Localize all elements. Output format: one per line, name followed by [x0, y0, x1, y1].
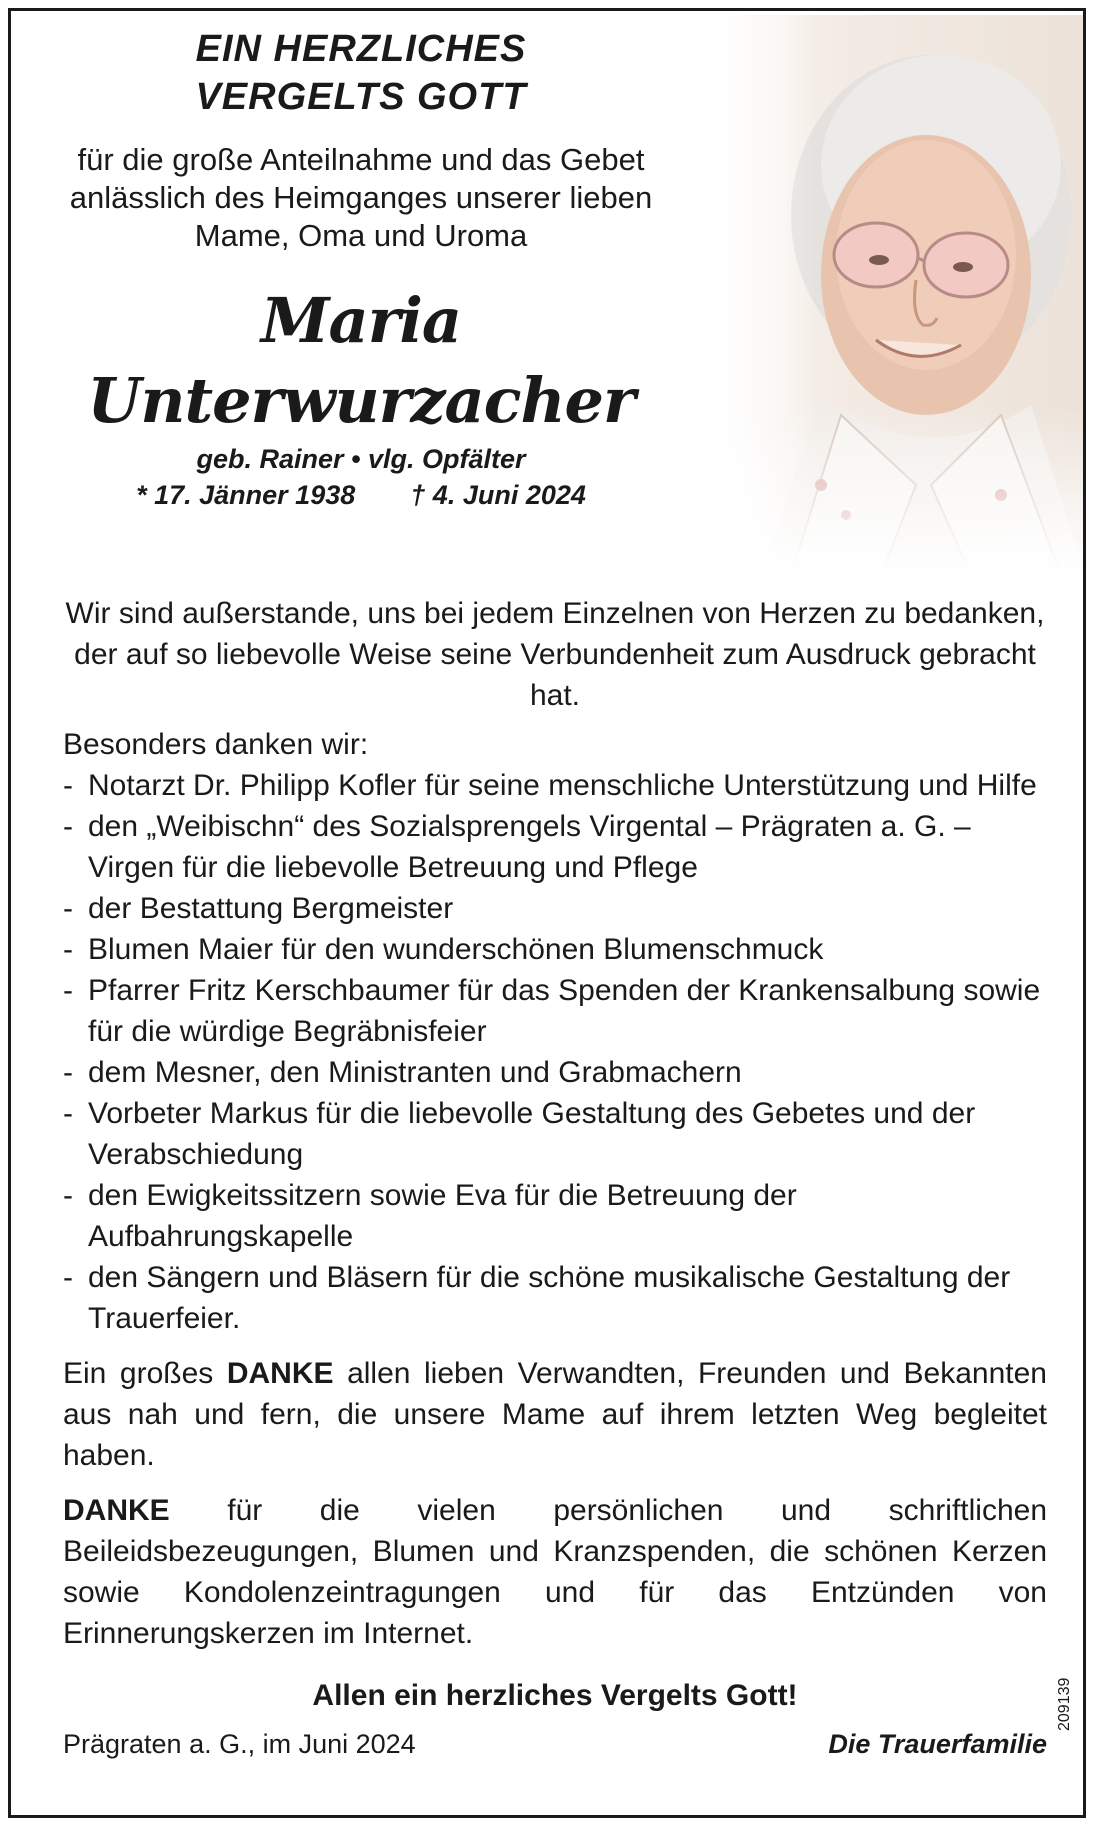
first-name: Maria — [260, 284, 462, 357]
list-item: - Blumen Maier für den wunderschönen Blumenschmuck — [63, 933, 824, 966]
heading-line-2: VERGELTS GOTT — [195, 76, 527, 118]
life-dates — [51, 477, 671, 513]
intro-text: für die große Anteilnahme und das Gebet anlässlich des Heimganges unserer lieben Mame, Oma und Uroma — [69, 142, 653, 253]
portrait-photo — [701, 15, 1085, 575]
thanks-paragraph-1: Ein großes DANKE allen lieben Verwandten, Freunden und Bekannten aus nah und fern, die unsere Mame auf ihrem letzten Weg begleitet haben. — [63, 1357, 1047, 1472]
death-date: † 4. Juni 2024 — [410, 480, 586, 510]
thanks-list — [63, 765, 1047, 1339]
heading-line-1: EIN HERZLICHES — [195, 28, 527, 70]
list-item: - der Bestattung Bergmeister — [63, 892, 454, 925]
list-item: - dem Mesner, den Ministranten und Grabmachern — [63, 1056, 742, 1089]
reference-code: 209139 — [1056, 1677, 1073, 1731]
place-date: Prägraten a. G., im Juni 2024 — [63, 1729, 416, 1759]
header-block — [51, 25, 671, 513]
closing-line: Allen ein herzliches Vergelts Gott! — [312, 1679, 798, 1712]
main-text — [63, 593, 1047, 1762]
maiden-name: geb. Rainer • vlg. Opfälter — [196, 444, 526, 474]
list-item: - Notarzt Dr. Philipp Kofler für seine menschliche Unterstützung und Hilfe — [63, 769, 1037, 802]
thanks-intro: Besonders danken wir: — [63, 728, 369, 761]
last-name: Unterwurzacher — [87, 364, 635, 437]
list-item: - Vorbeter Markus für die liebevolle Gestaltung des Gebetes und der Verabschiedung — [63, 1097, 976, 1171]
list-item: - den Ewigkeitssitzern sowie Eva für die Betreuung der Aufbahrungskapelle — [63, 1179, 797, 1253]
list-item: - den „Weibischn“ des Sozialsprengels Virgental – Prägraten a. G. – Virgen für die liebevolle Betreuung und Pflege — [63, 810, 971, 884]
obituary-notice — [8, 8, 1086, 1818]
list-item: - den Sängern und Bläsern für die schöne musikalische Gestaltung der Trauerfeier. — [63, 1261, 1011, 1335]
portrait-illustration — [701, 15, 1085, 575]
footer — [63, 1726, 1047, 1762]
birth-date: * 17. Jänner 1938 — [136, 480, 356, 510]
thanks-paragraph-2: DANKE für die vielen persönlichen und schriftlichen Beileidsbezeugungen, Blumen und Kranzspenden, die schönen Kerzen sowie Kondolenzeintragungen und für das Entzünden von Erinnerungskerzen im Internet. — [63, 1494, 1047, 1650]
signature: Die Trauerfamilie — [828, 1729, 1047, 1759]
list-item: - Pfarrer Fritz Kerschbaumer für das Spenden der Krankensalbung sowie für die würdige Begräbnisfeier — [63, 974, 1041, 1048]
opening-paragraph: Wir sind außerstande, uns bei jedem Einzelnen von Herzen zu bedanken, der auf so liebevolle Weise seine Verbundenheit zum Ausdruck gebracht hat. — [65, 597, 1045, 712]
